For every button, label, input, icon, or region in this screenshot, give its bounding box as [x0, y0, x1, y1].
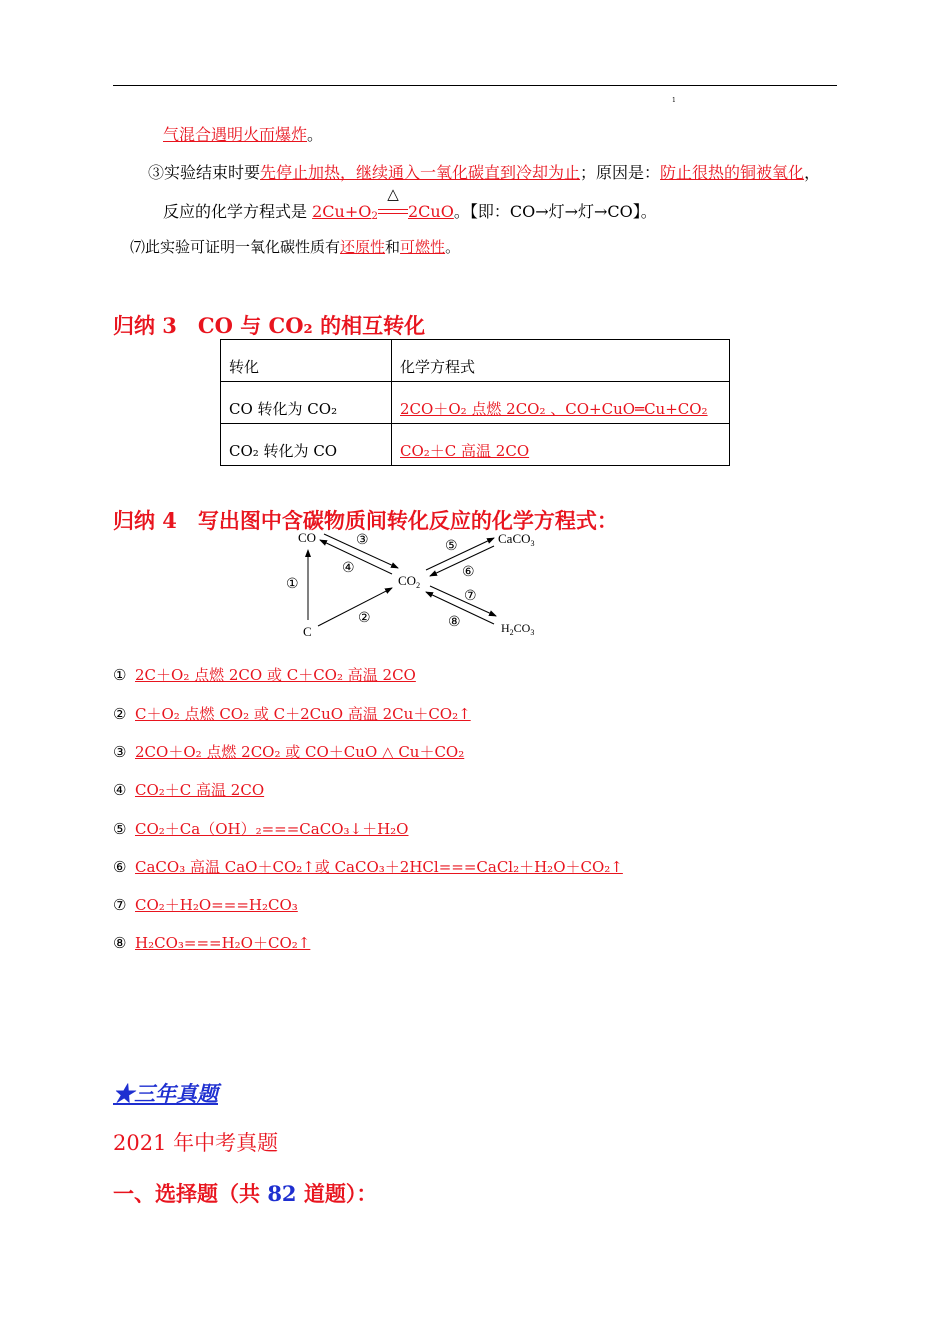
carbon-conversion-diagram	[280, 528, 550, 643]
intro-line-3: 反应的化学方程式是 $2Cu+O_2$ △ 2CuO。【即：CO→灯→灯→CO】。	[163, 185, 657, 223]
answer-8: ⑧ H₂CO₃===H₂O＋CO₂↑	[113, 934, 311, 952]
table-header-cell: 转化	[221, 340, 392, 382]
intro-line-4: ⑺此实验可证明一氧化碳性质有还原性和可燃性。	[130, 238, 461, 256]
table-cell: CO₂ 转化为 CO	[221, 424, 392, 466]
section-4-title: 归纳 4 写出图中含碳物质间转化反应的化学方程式：	[113, 508, 618, 533]
label-8: ⑧	[448, 615, 461, 630]
intro-line-2: ③实验结束时要先停止加热，继续通入一氧化碳直到冷却为止；原因是：防止很热的铜被氧化，	[148, 163, 821, 182]
three-year-title: ★三年真题	[113, 1081, 218, 1106]
table-row	[221, 382, 730, 424]
label-3: ③	[356, 533, 369, 548]
table-row	[221, 340, 730, 382]
answer-7: ⑦ CO₂＋H₂O===H₂CO₃	[113, 896, 298, 914]
node-h2co3: $H_2CO_3$	[501, 621, 535, 637]
node-co2: $CO_2$	[398, 573, 421, 590]
label-1: ①	[286, 577, 299, 592]
label-4: ④	[342, 561, 355, 576]
section-3-title: 归纳 3 CO 与 CO₂ 的相互转化	[113, 313, 426, 338]
table-cell: 2CO＋O₂ 点燃 2CO₂ 、CO+CuO═Cu+CO₂	[392, 382, 730, 424]
label-5: ⑤	[445, 539, 458, 554]
arrow-5	[426, 538, 494, 570]
header-rule	[113, 85, 837, 86]
year-title: 2021 年中考真题	[113, 1131, 279, 1155]
table-row	[221, 424, 730, 466]
label-7: ⑦	[464, 589, 477, 604]
answer-3: ③ 2CO＋O₂ 点燃 2CO₂ 或 CO＋CuO △ Cu＋CO₂	[113, 743, 465, 761]
table-header-cell: 化学方程式	[392, 340, 730, 382]
table-cell: CO 转化为 CO₂	[221, 382, 392, 424]
heat-condition: △	[378, 202, 408, 221]
node-co: CO	[298, 530, 317, 545]
answer-2: ② C＋O₂ 点燃 CO₂ 或 C＋2CuO 高温 2Cu＋CO₂↑	[113, 705, 471, 723]
answer-6: ⑥ CaCO₃ 高温 CaO＋CO₂↑或 CaCO₃＋2HCl===CaCl₂＋H₂O＋CO₂↑	[113, 858, 623, 876]
answer-4: ④ CO₂＋C 高温 2CO	[113, 781, 265, 799]
node-c: C	[303, 624, 312, 639]
choice-title: 一、选择题（共 82 道题）：	[113, 1181, 378, 1206]
conversion-table	[220, 339, 730, 466]
answer-5: ⑤ CO₂＋Ca（OH）₂===CaCO₃↓＋H₂O	[113, 820, 409, 838]
answer-1: ① 2C＋O₂ 点燃 2CO 或 C＋CO₂ 高温 2CO	[113, 666, 416, 684]
table-cell: CO₂＋C 高温 2CO	[392, 424, 730, 466]
label-6: ⑥	[462, 565, 475, 580]
label-2: ②	[358, 611, 371, 626]
arrow-7	[430, 586, 496, 616]
question-count: 82	[267, 1181, 297, 1206]
node-caco3: CaCO$_3$	[498, 531, 535, 548]
header-mark: 1	[672, 97, 676, 104]
intro-line-1: 气混合遇明火而爆炸。	[163, 125, 324, 144]
arrow-2	[318, 588, 392, 626]
